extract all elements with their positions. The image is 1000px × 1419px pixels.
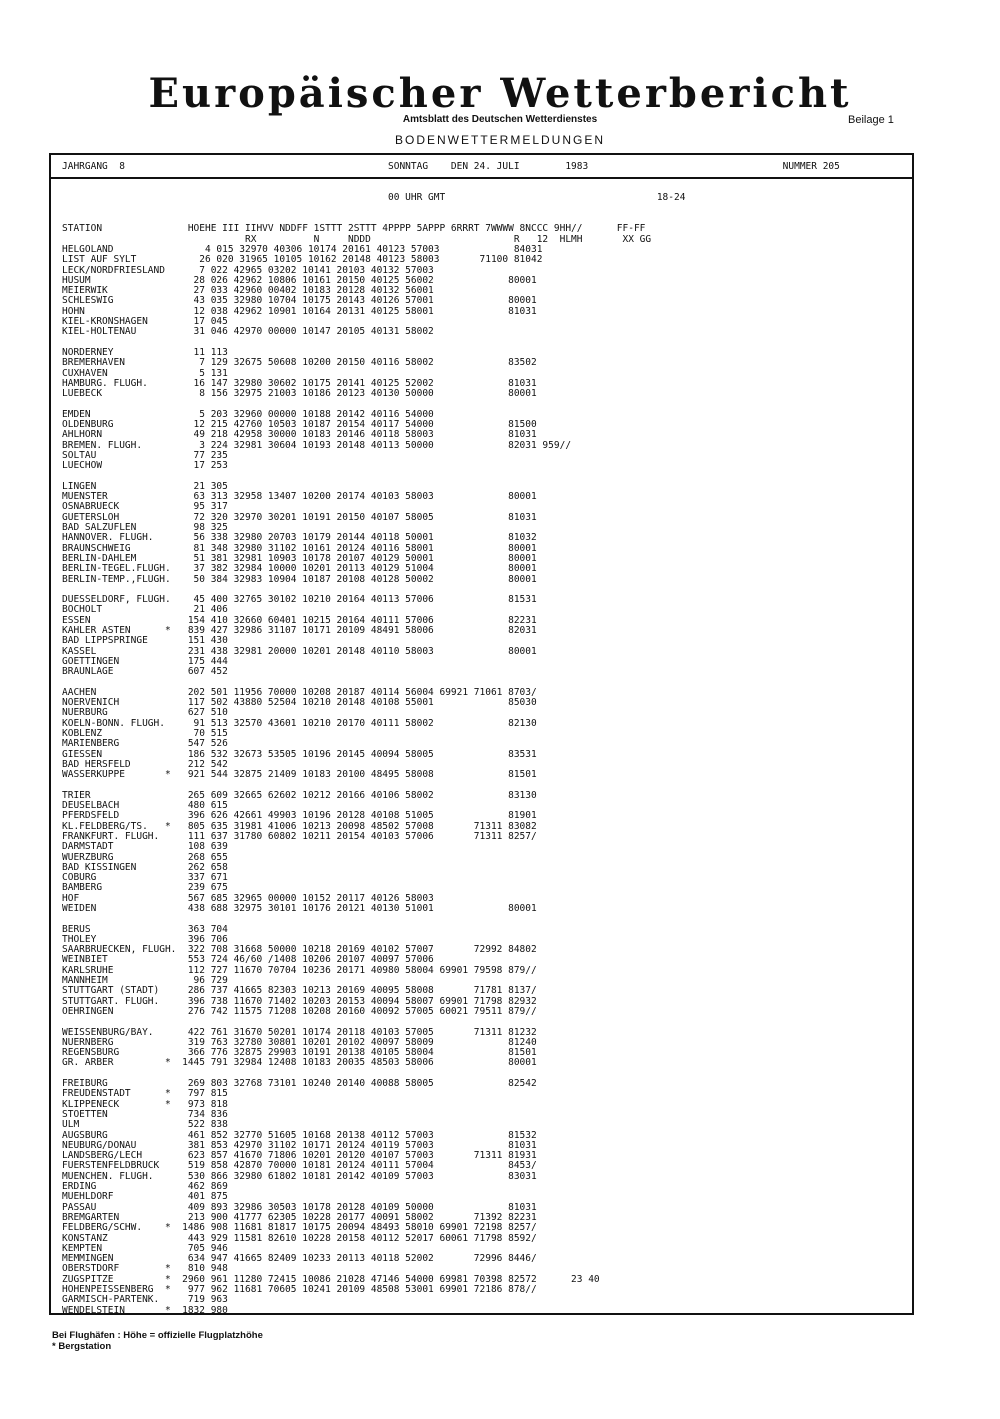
table-row: HUSUM 28 026 42962 10806 10161 20150 40125 56002 80001	[62, 274, 537, 286]
table-row: KASSEL 231 438 32981 20000 10201 20148 40110 58003 80001	[62, 645, 537, 657]
table-row: KOBLENZ 70 515	[62, 727, 228, 739]
table-row: KL.FELDBERG/TS. * 805 635 31981 41006 10213 20098 48502 57008 71311 83082	[62, 820, 537, 832]
table-row: BAMBERG 239 675	[62, 882, 228, 894]
table-row: HOHN 12 038 42962 10901 10164 20131 40125 58001 81031	[62, 305, 537, 317]
table-row: FREUDENSTADT * 797 815	[62, 1088, 228, 1100]
table-row: ESSEN 154 410 32660 60401 10215 20164 40111 57006 82231	[62, 614, 537, 626]
table-row: LINGEN 21 305	[62, 480, 228, 492]
table-row: BOCHOLT 21 406	[62, 604, 228, 616]
table-row: KOELN-BONN. FLUGH. 91 513 32570 43601 10210 20170 40111 58002 82130	[62, 717, 537, 729]
table-row: THOLEY 396 706	[62, 933, 228, 945]
section-heading: BODENWETTERMELDUNGEN	[394, 133, 605, 147]
table-row: BRAUNLAGE 607 452	[62, 666, 228, 678]
table-row: STUTTGART (STADT) 286 737 41665 82303 10213 20169 40095 58008 71781 8137/	[62, 985, 537, 997]
table-row: MUENCHEN. FLUGH. 530 866 32980 61802 10181 20142 40109 57003 83031	[62, 1170, 537, 1182]
table-row: BAD SALZUFLEN 98 325	[62, 522, 228, 534]
table-row: HOHENPEISSENBERG * 977 962 11681 70605 10241 20109 48508 53001 69901 72186 878//	[62, 1283, 537, 1295]
table-row: CUXHAVEN 5 131	[62, 367, 228, 379]
table-row: KIEL-HOLTENAU 31 046 42970 00000 10147 20105 40131 58002	[62, 326, 434, 338]
table-row: AHLHORN 49 218 42958 30000 10183 20146 40118 58003 81031	[62, 429, 537, 441]
table-row: GOETTINGEN 175 444	[62, 655, 228, 667]
table-row: PFERDSFELD 396 626 42661 49903 10196 20128 40108 51005 81901	[62, 810, 537, 822]
footnote-flughafen: Bei Flughäfen : Höhe = offizielle Flugplatzhöhe	[52, 1330, 263, 1341]
table-row: MANNHEIM 96 729	[62, 975, 228, 987]
table-row: MUENSTER 63 313 32958 13407 10200 20174 40103 58003 80001	[62, 491, 537, 503]
table-row: NUERNBERG 319 763 32780 30801 10201 20102 40097 58009 81240	[62, 1036, 537, 1048]
footnote-bergstation: * Bergstation	[52, 1341, 112, 1352]
table-row: BREMGARTEN 213 900 41777 62305 10228 20177 40091 58002 71392 82231	[62, 1211, 537, 1223]
table-row: KLIPPENECK * 973 818	[62, 1098, 228, 1110]
table-row: BRAUNSCHWEIG 81 348 32980 31102 10161 20124 40116 58001 80001	[62, 542, 537, 554]
table-row: SOLTAU 77 235	[62, 449, 228, 461]
table-row: BREMERHAVEN 7 129 32675 50608 10200 20150 40116 58002 83502	[62, 357, 537, 369]
table-row: LUEBECK 8 156 32975 21003 10186 20123 40130 50000 80001	[62, 388, 537, 400]
report-subtitle: Amtsblatt des Deutschen Wetterdienstes	[402, 114, 598, 125]
table-row: BREMEN. FLUGH. 3 224 32981 30604 10193 20148 40113 50000 82031 959//	[62, 439, 572, 451]
table-row: BERLIN-TEGEL.FLUGH. 37 382 32984 10000 10201 20113 40129 51004 80001	[62, 563, 537, 575]
table-row: STOETTEN 734 836	[62, 1108, 228, 1120]
column-header-time: 00 UHR GMT 18-24	[62, 192, 686, 203]
table-row: BERUS 363 704	[62, 923, 228, 935]
column-header-row-2: RX N NDDD R 12 HLMH XX GG	[62, 233, 652, 245]
table-row: KEMPTEN 705 946	[62, 1242, 228, 1254]
table-row: HOF 567 685 32965 00000 10152 20117 40126 58003	[62, 892, 434, 904]
table-row: SCHLESWIG 43 035 32980 10704 10175 20143 40126 57001 80001	[62, 295, 537, 307]
table-row: MEMMINGEN 634 947 41665 82409 10233 20113 40118 52002 72996 8446/	[62, 1253, 537, 1265]
table-row: KAHLER ASTEN * 839 427 32986 31107 10171 20109 48491 58006 82031	[62, 624, 537, 636]
table-row: KARLSRUHE 112 727 11670 70704 10236 20171 40980 58004 69901 79598 879//	[62, 964, 537, 976]
table-row: OEHRINGEN 276 742 11575 71208 10208 20160 40092 57005 60021 79511 879//	[62, 1005, 537, 1017]
table-row: TRIER 265 609 32665 62602 10212 20166 40106 58002 83130	[62, 789, 537, 801]
table-row: GARMISCH-PARTENK. 719 963	[62, 1294, 228, 1306]
table-row: REGENSBURG 366 776 32875 29903 10191 20138 40105 58004 81501	[62, 1047, 537, 1059]
table-row: NUERBURG 627 510	[62, 707, 228, 719]
table-row: WUERZBURG 268 655	[62, 851, 228, 863]
table-row: BAD HERSFELD 212 542	[62, 758, 228, 770]
table-row: EMDEN 5 203 32960 00000 10188 20142 40116 54000	[62, 408, 434, 420]
table-row: WASSERKUPPE * 921 544 32875 21409 10183 20100 48495 58008 81501	[62, 769, 537, 781]
table-row: MARIENBERG 547 526	[62, 738, 228, 750]
table-row: AUGSBURG 461 852 32770 51605 10168 20138 40112 57003 81532	[62, 1129, 537, 1141]
table-row: WEINBIET 553 724 46/60 /1408 10206 20107 40097 57006	[62, 954, 434, 966]
table-row: FRANKFURT. FLUGH. 111 637 31780 60802 10211 20154 40103 57006 71311 8257/	[62, 830, 537, 842]
table-row: SAARBRUECKEN, FLUGH. 322 708 31668 50000 10218 20169 40102 57007 72992 84802	[62, 944, 537, 956]
table-row: DARMSTADT 108 639	[62, 841, 228, 853]
issue-info-line: JAHRGANG 8 SONNTAG DEN 24. JULI 1983 NUMMER 205	[62, 161, 840, 172]
table-row: OLDENBURG 12 215 42760 10503 10187 20154 40117 54000 81500	[62, 419, 537, 431]
table-row: BAD KISSINGEN 262 658	[62, 861, 228, 873]
report-title: Europäischer Wetterbericht	[148, 70, 852, 117]
table-row: MEIERWIK 27 033 42960 00402 10183 20128 40132 56001	[62, 285, 434, 297]
table-row: HAMBURG. FLUGH. 16 147 32980 30602 10175 20141 40125 52002 81031	[62, 377, 537, 389]
table-row: MUEHLDORF 401 875	[62, 1191, 228, 1203]
table-row: LIST AUF SYLT 26 020 31965 10105 10162 20148 40123 58003 71100 81042	[62, 254, 543, 266]
table-row: GIESSEN 186 532 32673 53505 10196 20145 40094 58005 83531	[62, 748, 537, 760]
table-row: GR. ARBER * 1445 791 32984 12408 10183 20035 48503 58006 80001	[62, 1057, 537, 1069]
table-row: WEISSENBURG/BAY. 422 761 31670 50201 10174 20118 40103 57005 71311 81232	[62, 1026, 537, 1038]
table-row: KIEL-KRONSHAGEN 17 045	[62, 316, 228, 328]
station-table	[62, 245, 600, 1316]
table-row: LECK/NORDFRIESLAND 7 022 42965 03202 10141 20103 40132 57003	[62, 264, 434, 276]
table-row: LANDSBERG/LECH 623 857 41670 71806 10201 20120 40107 57003 71311 81931	[62, 1150, 537, 1162]
table-row: GUETERSLOH 72 320 32970 30201 10191 20150 40107 58005 81031	[62, 511, 537, 523]
column-header-row-1: STATION HOEHE III IIHVV NDDFF 1STTT 2STTT 4PPPP 5APPP 6RRRT 7WWWW 8NCCC 9HH// FF-FF	[62, 223, 646, 235]
table-row: LUECHOW 17 253	[62, 460, 228, 472]
table-row: AACHEN 202 501 11956 70000 10208 20187 40114 56004 69921 71061 8703/	[62, 686, 537, 698]
table-row: DEUSELBACH 480 615	[62, 800, 228, 812]
table-row: OSNABRUECK 95 317	[62, 501, 228, 513]
table-row: KONSTANZ 443 929 11581 82610 10228 20158 40112 52017 60061 71798 8592/	[62, 1232, 537, 1244]
table-row: ZUGSPITZE * 2960 961 11280 72415 10086 21028 47146 54000 69981 70398 82572 23 40	[62, 1273, 600, 1285]
table-row: HELGOLAND 4 015 32970 40306 10174 20161 40123 57003 84031	[62, 244, 543, 255]
table-row: BERLIN-TEMP.,FLUGH. 50 384 32983 10904 10187 20108 40128 50002 80001	[62, 573, 537, 585]
header-separator	[49, 177, 914, 179]
table-row: NOERVENICH 117 502 43880 52504 10210 20148 40108 55001 85030	[62, 697, 537, 709]
table-row: NORDERNEY 11 113	[62, 346, 228, 358]
table-row: WEIDEN 438 688 32975 30101 10176 20121 40130 51001 80001	[62, 903, 537, 914]
table-row: NEUBURG/DONAU 381 853 42970 31102 10171 20124 40119 57003 81031	[62, 1139, 537, 1151]
table-row: FELDBERG/SCHW. * 1486 908 11681 81817 10175 20094 48493 58010 69901 72198 8257/	[62, 1222, 537, 1234]
table-row: STUTTGART. FLUGH. 396 738 11670 71402 10203 20153 40094 58007 69901 71798 82932	[62, 995, 537, 1007]
table-row: COBURG 337 671	[62, 872, 228, 884]
table-row: PASSAU 409 893 32986 30503 10178 20128 40109 50000 81031	[62, 1201, 537, 1213]
table-row: FUERSTENFELDBRUCK 519 858 42870 70000 10181 20124 40111 57004 8453/	[62, 1160, 537, 1172]
table-row: BAD LIPPSPRINGE 151 430	[62, 635, 228, 647]
table-row: ULM 522 838	[62, 1119, 228, 1131]
table-row: DUESSELDORF, FLUGH. 45 400 32765 30102 10210 20164 40113 57006 81531	[62, 594, 537, 606]
beilage-label: Beilage 1	[848, 114, 894, 126]
table-row: FREIBURG 269 803 32768 73101 10240 20140 40088 58005 82542	[62, 1078, 537, 1090]
table-row: WENDELSTEIN * 1832 980	[62, 1304, 228, 1316]
table-row: OBERSTDORF * 810 948	[62, 1263, 228, 1275]
table-row: BERLIN-DAHLEM 51 381 32981 10903 10178 20107 40129 50001 80001	[62, 552, 537, 564]
table-row: ERDING 462 869	[62, 1181, 228, 1193]
table-row: HANNOVER. FLUGH. 56 338 32980 20703 10179 20144 40118 50001 81032	[62, 532, 537, 544]
